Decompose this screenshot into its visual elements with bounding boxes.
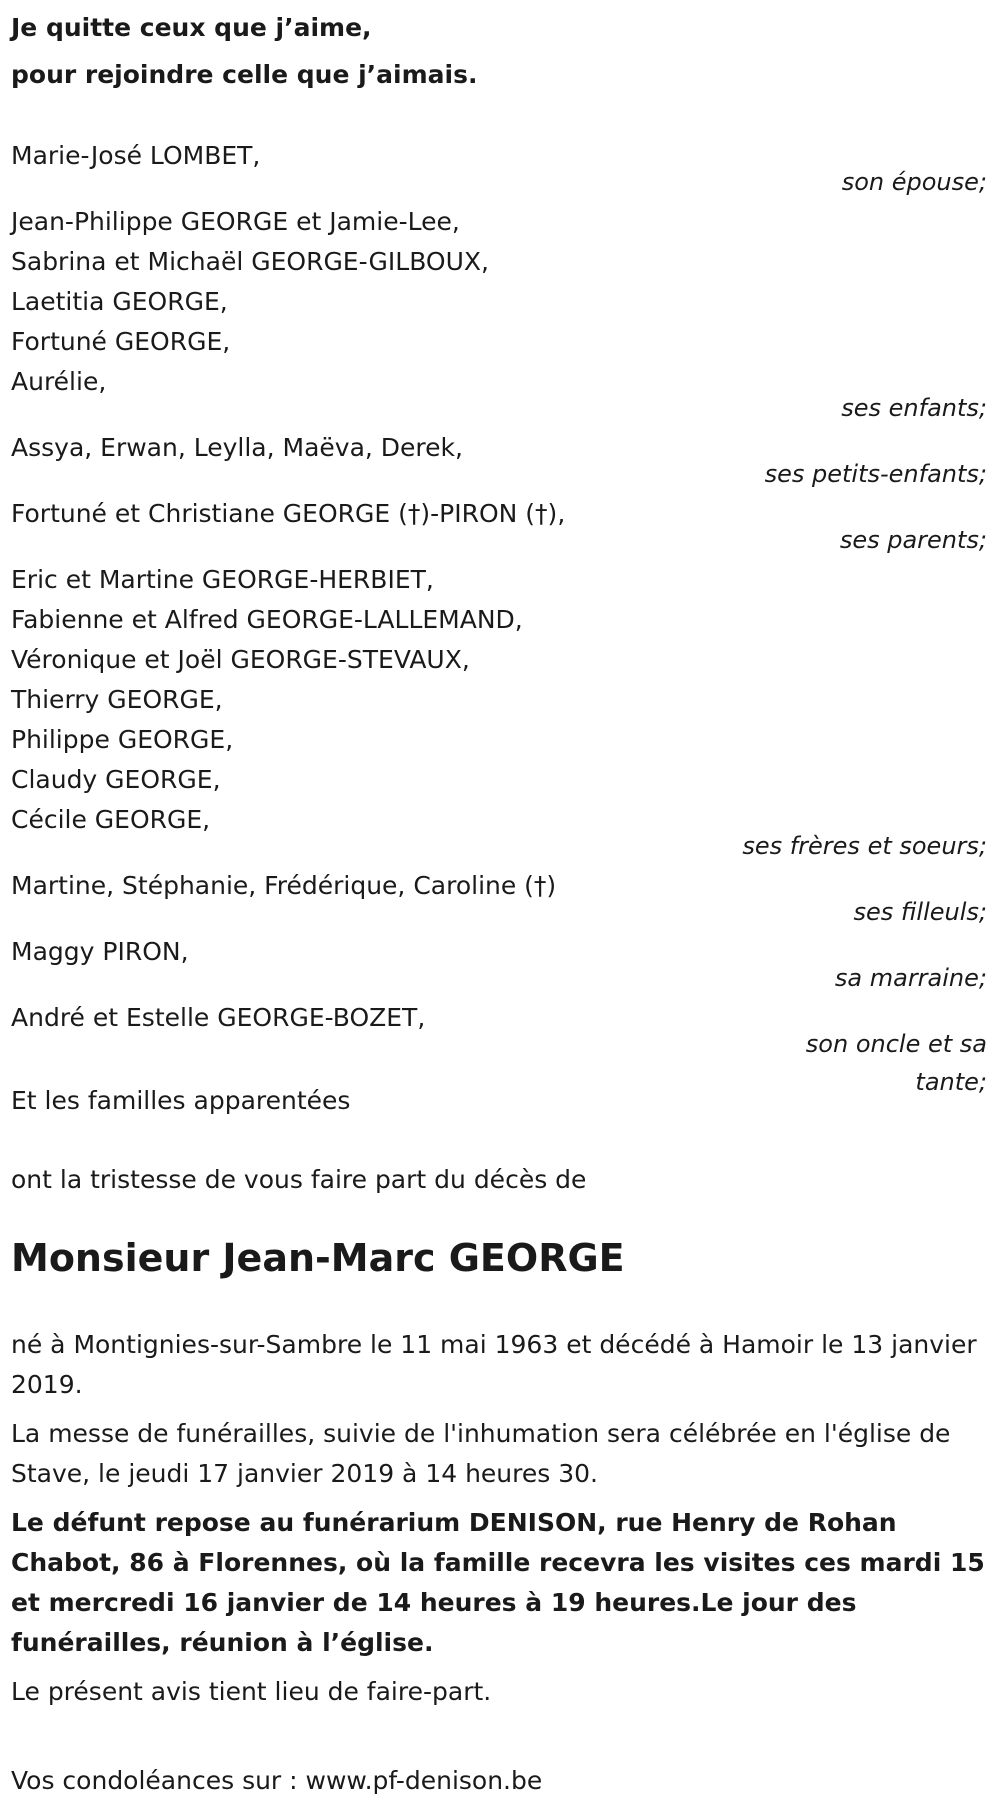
family-member-name: Cécile GEORGE, <box>11 805 211 834</box>
family-group <box>11 932 989 998</box>
notice-paragraph: Le présent avis tient lieu de faire-part. <box>11 1677 492 1706</box>
family-group <box>11 560 989 866</box>
relation-label: tante; <box>915 1068 987 1096</box>
family-group <box>11 494 989 560</box>
family-member-name: Laetitia GEORGE, <box>11 287 228 316</box>
visitation-paragraph: Le défunt repose au funérarium DENISON, rue Henry de Rohan Chabot, 86 à Florennes, où la famille recevra les visites ces mardi 15 et mercredi 16 janvier de 14 heures à 19 heures.Le jour des funérailles, réunion à l’église. <box>11 1508 985 1657</box>
funeral-mass-paragraph: La messe de funérailles, suivie de l'inhumation sera célébrée en l'église de Stave, le jeudi 17 janvier 2019 à 14 heures 30. <box>11 1419 951 1488</box>
family-member-name: André et Estelle GEORGE-BOZET, <box>11 1003 426 1032</box>
family-group <box>11 202 989 428</box>
birth-death-paragraph: né à Montignies-sur-Sambre le 11 mai 1963 et décédé à Hamoir le 13 janvier 2019. <box>11 1330 977 1399</box>
family-group <box>11 428 989 494</box>
relation-label: sa marraine; <box>834 964 987 992</box>
family-group <box>11 866 989 932</box>
family-member-name: Véronique et Joël GEORGE-STEVAUX, <box>11 645 470 674</box>
announce-line: ont la tristesse de vous faire part du décès de <box>11 1165 587 1194</box>
family-member-name: Marie-José LOMBET, <box>11 141 261 170</box>
relation-label: son épouse; <box>841 168 987 196</box>
family-member-name: Aurélie, <box>11 367 107 396</box>
family-member-name: Eric et Martine GEORGE-HERBIET, <box>11 565 434 594</box>
family-member-name: Philippe GEORGE, <box>11 725 234 754</box>
family-member-name: Assya, Erwan, Leylla, Maëva, Derek, <box>11 433 463 462</box>
family-member-name: Martine, Stéphanie, Frédérique, Caroline (†) <box>11 871 557 900</box>
deceased-name: Monsieur Jean-Marc GEORGE <box>11 1236 625 1280</box>
families-line: Et les familles apparentées <box>11 1086 351 1115</box>
relation-label: son oncle et sa <box>805 1030 987 1058</box>
family-member-name: Fortuné GEORGE, <box>11 327 231 356</box>
relation-label: ses petits-enfants; <box>764 460 987 488</box>
quote-line-2: pour rejoindre celle que j’aimais. <box>11 60 478 89</box>
family-list <box>11 136 989 1102</box>
quote-line-1: Je quitte ceux que j’aime, <box>11 13 372 42</box>
condolences-line: Vos condoléances sur : www.pf-denison.be <box>11 1766 543 1795</box>
relation-label: ses frères et soeurs; <box>742 832 987 860</box>
family-member-name: Maggy PIRON, <box>11 937 189 966</box>
family-member-name: Jean-Philippe GEORGE et Jamie-Lee, <box>11 207 460 236</box>
family-member-name: Claudy GEORGE, <box>11 765 221 794</box>
family-group <box>11 136 989 202</box>
family-member-name: Fortuné et Christiane GEORGE (†)-PIRON (†), <box>11 499 566 528</box>
relation-label: ses enfants; <box>841 394 987 422</box>
family-member-name: Sabrina et Michaël GEORGE-GILBOUX, <box>11 247 489 276</box>
relation-label: ses parents; <box>839 526 987 554</box>
family-member-name: Thierry GEORGE, <box>11 685 223 714</box>
relation-label: ses filleuls; <box>853 898 987 926</box>
family-member-name: Fabienne et Alfred GEORGE-LALLEMAND, <box>11 605 523 634</box>
